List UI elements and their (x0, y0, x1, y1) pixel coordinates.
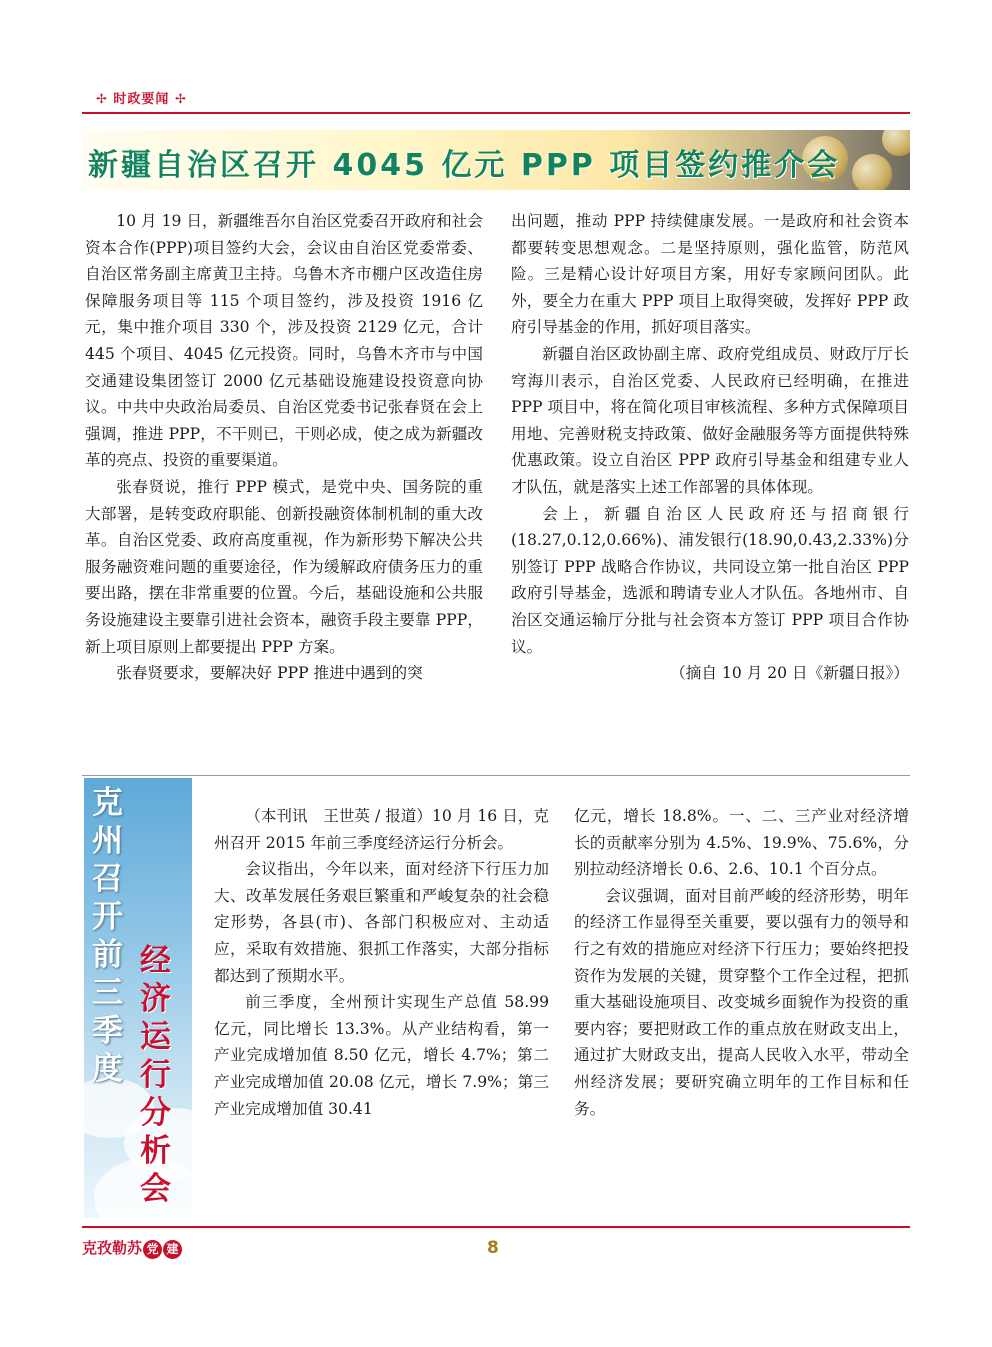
title-char: 季 (92, 1013, 123, 1049)
title-char: 前 (92, 937, 123, 973)
title-char: 会 (140, 1171, 171, 1207)
title-char: 开 (92, 899, 123, 935)
article2-title-panel (84, 778, 192, 1218)
page-number: 8 (487, 1238, 499, 1258)
article1-paragraph: 10 月 19 日，新疆维吾尔自治区党委召开政府和社会资本合作(PPP)项目签约大会，会议由自治区党委常委、自治区常务副主席黄卫主持。乌鲁木齐市棚户区改造住房保障服务项目等 115 个项目签约，涉及投资 1916 亿元，集中推介项目 330 个，涉及投资 2129 亿元，合计 445 个项目、4045 亿元投资。同时，乌鲁木齐市与中国交通建设集团签订 2000 亿元基础设施建设投资意向协议。中共中央政治局委员、自治区党委书记张春贤在会上强调，推进 PPP，不干则已，干则必成，使之成为新疆改革的亮点、投资的重要渠道。 (85, 212, 483, 470)
footer-badge: 党 (143, 1240, 162, 1259)
article1-paragraph: 出问题，推动 PPP 持续健康发展。一是政府和社会资本都要转变思想观念。二是坚持原则，强化监管，防范风险。三是精心设计好项目方案，用好专家顾问团队。此外，要全力在重大 PPP 项目上取得突破，发挥好 PPP 政府引导基金的作用，抓好项目落实。 (511, 212, 909, 337)
title-char: 克 (92, 785, 123, 821)
title-char: 析 (140, 1133, 171, 1169)
footer-brand-text: 克孜勒苏 (82, 1239, 143, 1257)
title-char: 三 (92, 975, 123, 1011)
title-char: 行 (140, 1057, 171, 1093)
coin-decoration (852, 154, 892, 190)
article1-left-column (85, 208, 483, 687)
article2-title-col2 (140, 942, 171, 1208)
title-char: 运 (140, 1019, 171, 1055)
title-char: 经 (140, 943, 171, 979)
article2-title-col1 (92, 784, 123, 1088)
title-char: 济 (140, 981, 171, 1017)
title-char: 州 (92, 823, 123, 859)
article1-paragraph: 张春贤说，推行 PPP 模式，是党中央、国务院的重大部署，是转变政府职能、创新投融资体制机制的重大改革。自治区党委、政府高度重视，作为新形势下解决公共服务融资难问题的重要途径，作为缓解政府债务压力的重要出路，摆在非常重要的位置。今后，基础设施和公共服务设施建设主要靠引进社会资本，融资手段主要靠 PPP，新上项目原则上都要提出 PPP 方案。 (85, 477, 483, 656)
article2-paragraph: 会议指出，今年以来，面对经济下行压力加大、改革发展任务艰巨繁重和严峻复杂的社会稳定形势，各县(市)、各部门积极应对、主动适应，采取有效措施、狠抓工作落实，大部分指标都达到了预期水平。 (214, 860, 549, 985)
coin-decoration (882, 130, 910, 156)
article1-source: （摘自 10 月 20 日《新疆日报》） (670, 664, 909, 683)
article1-paragraph: 张春贤要求，要解决好 PPP 推进中遇到的突 (116, 664, 423, 683)
title-char: 分 (140, 1095, 171, 1131)
footer-brand (82, 1237, 182, 1259)
article2-paragraph: 前三季度，全州预计实现生产总值 58.99 亿元，同比增长 13.3%。从产业结构看，第一产业完成增加值 8.50 亿元，增长 4.7%；第二产业完成增加值 20.08 亿元，增长 7.9%；第三产业完成增加值 30.41 (214, 993, 549, 1118)
top-divider (82, 112, 910, 114)
title-char: 度 (92, 1051, 123, 1087)
article-divider (82, 775, 910, 776)
article1-paragraph: 新疆自治区政协副主席、政府党组成员、财政厅厅长穹海川表示，自治区党委、人民政府已经明确，在推进 PPP 项目中，将在简化项目审核流程、多种方式保障项目用地、完善财税支持政策、做好金融服务等方面提供特殊优惠政策。设立自治区 PPP 政府引导基金和组建专业人才队伍，就是落实上述工作部署的具体体现。 (511, 344, 909, 496)
title-char: 召 (92, 861, 123, 897)
article2-right-column (574, 803, 909, 1122)
bottom-divider (82, 1226, 910, 1228)
footer-badge: 建 (163, 1240, 182, 1259)
article2-left-column (214, 803, 549, 1122)
section-tag: ✢ 时政要闻 ✢ (96, 92, 187, 107)
article1-right-column (511, 208, 909, 687)
article2-paragraph: 会议强调，面对目前严峻的经济形势，明年的经济工作显得至关重要，要以强有力的领导和行之有效的措施应对经济下行压力；要始终把投资作为发展的关键，贯穿整个工作全过程，把抓重大基础设施项目、改变城乡面貌作为投资的重要内容；要把财政工作的重点放在财政支出上，通过扩大财政支出，提高人民收入水平，带动全州经济发展；要研究确立明年的工作目标和任务。 (574, 886, 909, 1118)
article1-paragraph: 会上，新疆自治区人民政府还与招商银行(18.27,0.12,0.66%)、浦发银行(18.90,0.43,2.33%)分别签订 PPP 战略合作协议，共同设立第一批自治区 PPP 政府引导基金，选派和聘请专业人才队伍。各地州市、自治区交通运输厅分批与社会资本方签订 PPP 项目合作协议。 (511, 504, 909, 656)
article1-title: 新疆自治区召开 4045 亿元 PPP 项目签约推介会 (88, 148, 841, 183)
article1-banner (82, 130, 910, 190)
article2-paragraph: 亿元，增长 18.8%。一、二、三产业对经济增长的贡献率分别为 4.5%、19.9%、75.6%，分别拉动经济增长 0.6、2.6、10.1 个百分点。 (574, 807, 909, 879)
article2-paragraph: （本刊讯 王世英 / 报道）10 月 16 日，克州召开 2015 年前三季度经济运行分析会。 (214, 807, 549, 852)
